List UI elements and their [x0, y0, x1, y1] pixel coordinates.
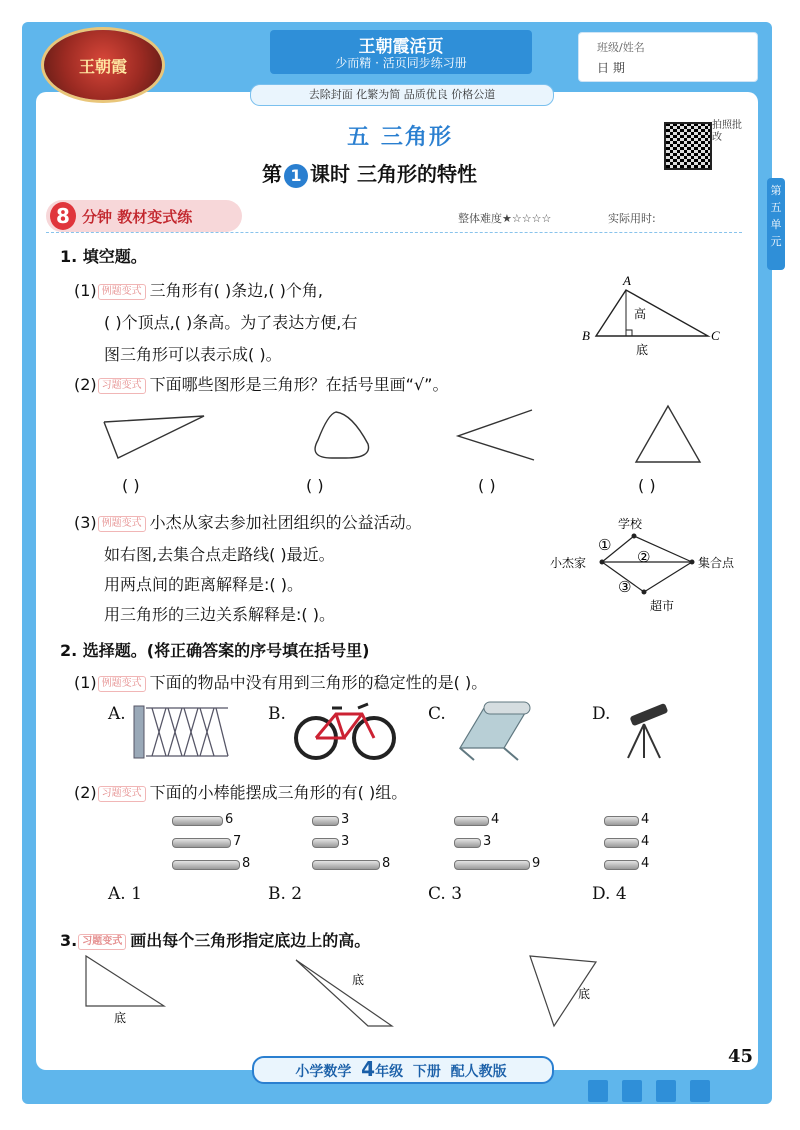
base-label: 底	[636, 343, 649, 357]
stick-length-label: 4	[641, 834, 650, 849]
vertex-a-label: A	[623, 273, 631, 288]
stick-length-label: 4	[641, 812, 650, 827]
q3-base-label-3: 底	[578, 987, 591, 1001]
shapes-row	[96, 400, 716, 472]
vertex-c-label: C	[711, 328, 720, 343]
right-angle-mark	[626, 330, 632, 336]
option-d-label: D.	[592, 704, 611, 724]
minutes-badge: 8	[50, 202, 76, 230]
stick-length-label: 4	[491, 812, 500, 827]
stick	[312, 838, 339, 848]
q1-part1-line3: 图三角形可以表示成( )。	[104, 345, 282, 364]
q1-heading: 1. 填空题。	[60, 247, 147, 266]
series-subtitle: 少而精 · 活页同步练习册	[335, 56, 467, 70]
meet-label: 集合点	[698, 556, 735, 570]
meet-dot	[690, 560, 695, 565]
bottom-tab	[656, 1080, 676, 1102]
divider	[46, 232, 742, 233]
stick	[172, 838, 231, 848]
shape-angle	[458, 410, 534, 460]
school-dot	[632, 534, 637, 539]
answer-c: C. 3	[428, 884, 463, 904]
school-label: 学校	[618, 517, 643, 531]
q3-right-triangle	[86, 956, 164, 1006]
answer-paren-2[interactable]: ( )	[306, 476, 324, 495]
stick	[172, 816, 223, 826]
route-map	[550, 512, 750, 616]
q3-obtuse-triangle	[296, 960, 392, 1026]
name-date-box[interactable]	[578, 32, 758, 82]
stick	[454, 838, 481, 848]
bottom-tab	[622, 1080, 642, 1102]
bottom-tab	[588, 1080, 608, 1102]
unit-side-tab: 第五单元	[767, 178, 785, 270]
q3-triangles	[80, 950, 720, 1034]
answer-d: D. 4	[592, 884, 627, 904]
exercise-variant-tag: 习题变式	[98, 786, 146, 802]
bottom-tab	[690, 1080, 710, 1102]
stick	[454, 860, 530, 870]
footer-info: 小学数学 4年级 下册 配人教版	[295, 1057, 507, 1081]
option-b-label: B.	[268, 704, 286, 724]
publisher-logo: 王朝霞	[44, 30, 162, 100]
answer-paren-4[interactable]: ( )	[638, 476, 656, 495]
q2-heading: 2. 选择题。(将正确答案的序号填在括号里)	[60, 641, 370, 660]
shape-open-triangle	[104, 416, 204, 458]
q1-part1-line1: (1) 例题变式 三角形有( )条边,( )个角,	[74, 281, 323, 300]
example-variant-tag: 例题变式	[98, 284, 146, 300]
telescope-icon	[616, 700, 674, 762]
stick-length-label: 6	[225, 812, 234, 827]
q1-part3-line4: 用三角形的三边关系解释是:( )。	[104, 605, 335, 624]
stick	[604, 838, 639, 848]
market-label: 超市	[650, 599, 675, 613]
example-variant-tag: 例题变式	[98, 516, 146, 532]
stick	[454, 816, 489, 826]
q2-part2-text: (2) 习题变式 下面的小棒能摆成三角形的有( )组。	[74, 783, 408, 802]
answer-a: A. 1	[108, 884, 142, 904]
triangle-abc	[596, 290, 708, 336]
stick-length-label: 7	[233, 834, 242, 849]
series-title: 王朝霞活页	[358, 37, 444, 57]
stick-length-label: 3	[483, 834, 492, 849]
stick	[604, 860, 639, 870]
q3-base-label-2: 底	[352, 973, 365, 987]
triangle-abc-figure	[578, 270, 728, 360]
route-market-meet	[644, 562, 692, 592]
vertex-b-label: B	[582, 328, 590, 343]
option-a-label: A.	[108, 704, 126, 724]
bicycle-icon	[292, 700, 398, 762]
q3-base-label-1: 底	[114, 1011, 127, 1025]
stick-length-label: 8	[382, 856, 391, 871]
q2-part1-text: (1) 例题变式 下面的物品中没有用到三角形的稳定性的是( )。	[74, 673, 488, 692]
stick-length-label: 8	[242, 856, 251, 871]
slogan: 去除封面 化繁为简 品质优良 价格公道	[250, 84, 554, 106]
q1-part3-line1: (3) 例题变式 小杰从家去参加社团组织的公益活动。	[74, 513, 422, 532]
stick	[312, 860, 380, 870]
exercise-variant-tag: 习题变式	[78, 934, 126, 950]
exercise-variant-tag: 习题变式	[98, 378, 146, 394]
height-label: 高	[634, 307, 647, 321]
stick	[312, 816, 339, 826]
route-3-label: ③	[618, 578, 632, 596]
answer-b: B. 2	[268, 884, 303, 904]
stick-length-label: 4	[641, 856, 650, 871]
page-number: 45	[728, 1046, 754, 1067]
home-label: 小杰家	[550, 556, 587, 570]
q1-part3-line3: 用两点间的距离解释是:( )。	[104, 575, 303, 594]
stick	[172, 860, 240, 870]
solar-water-heater-icon	[454, 700, 534, 762]
q1-part3-line2: 如右图,去集合点走路线( )最近。	[104, 545, 335, 564]
difficulty-rating: 整体难度★☆☆☆☆	[458, 212, 552, 225]
q1-part2-text: (2) 习题变式 下面哪些图形是三角形？在括号里画“√”。	[74, 375, 449, 394]
market-dot	[642, 590, 647, 595]
stick-length-label: 3	[341, 834, 350, 849]
chapter-title: 五 三角形	[347, 125, 453, 150]
lesson-number-badge: 1	[284, 164, 308, 188]
section-label: 分钟 教材变式练	[82, 208, 193, 226]
q1-part1-line2: ( )个顶点,( )条高。为了表达方便,右	[104, 313, 358, 332]
q3-heading: 3. 习题变式 画出每个三角形指定底边上的高。	[60, 931, 371, 950]
lesson-title: 第 1 课时 三角形的特性	[262, 162, 477, 186]
date-label: 日 期	[597, 61, 625, 75]
stick	[604, 816, 639, 826]
folding-gate-icon	[132, 700, 232, 762]
route-2-label: ②	[637, 548, 651, 566]
used-time-label: 实际用时:	[608, 212, 656, 225]
stick-length-label: 9	[532, 856, 541, 871]
home-dot	[600, 560, 605, 565]
shape-rounded-triangle	[315, 412, 368, 458]
shape-triangle	[636, 406, 700, 462]
section-banner	[46, 200, 242, 232]
qr-caption: 拍照批改	[712, 120, 742, 143]
example-variant-tag: 例题变式	[98, 676, 146, 692]
route-1-label: ①	[598, 536, 612, 554]
option-c-label: C.	[428, 704, 446, 724]
stick-length-label: 3	[341, 812, 350, 827]
name-label: 班级/姓名	[597, 41, 645, 54]
answer-paren-1[interactable]: ( )	[122, 476, 140, 495]
answer-paren-3[interactable]: ( )	[478, 476, 496, 495]
